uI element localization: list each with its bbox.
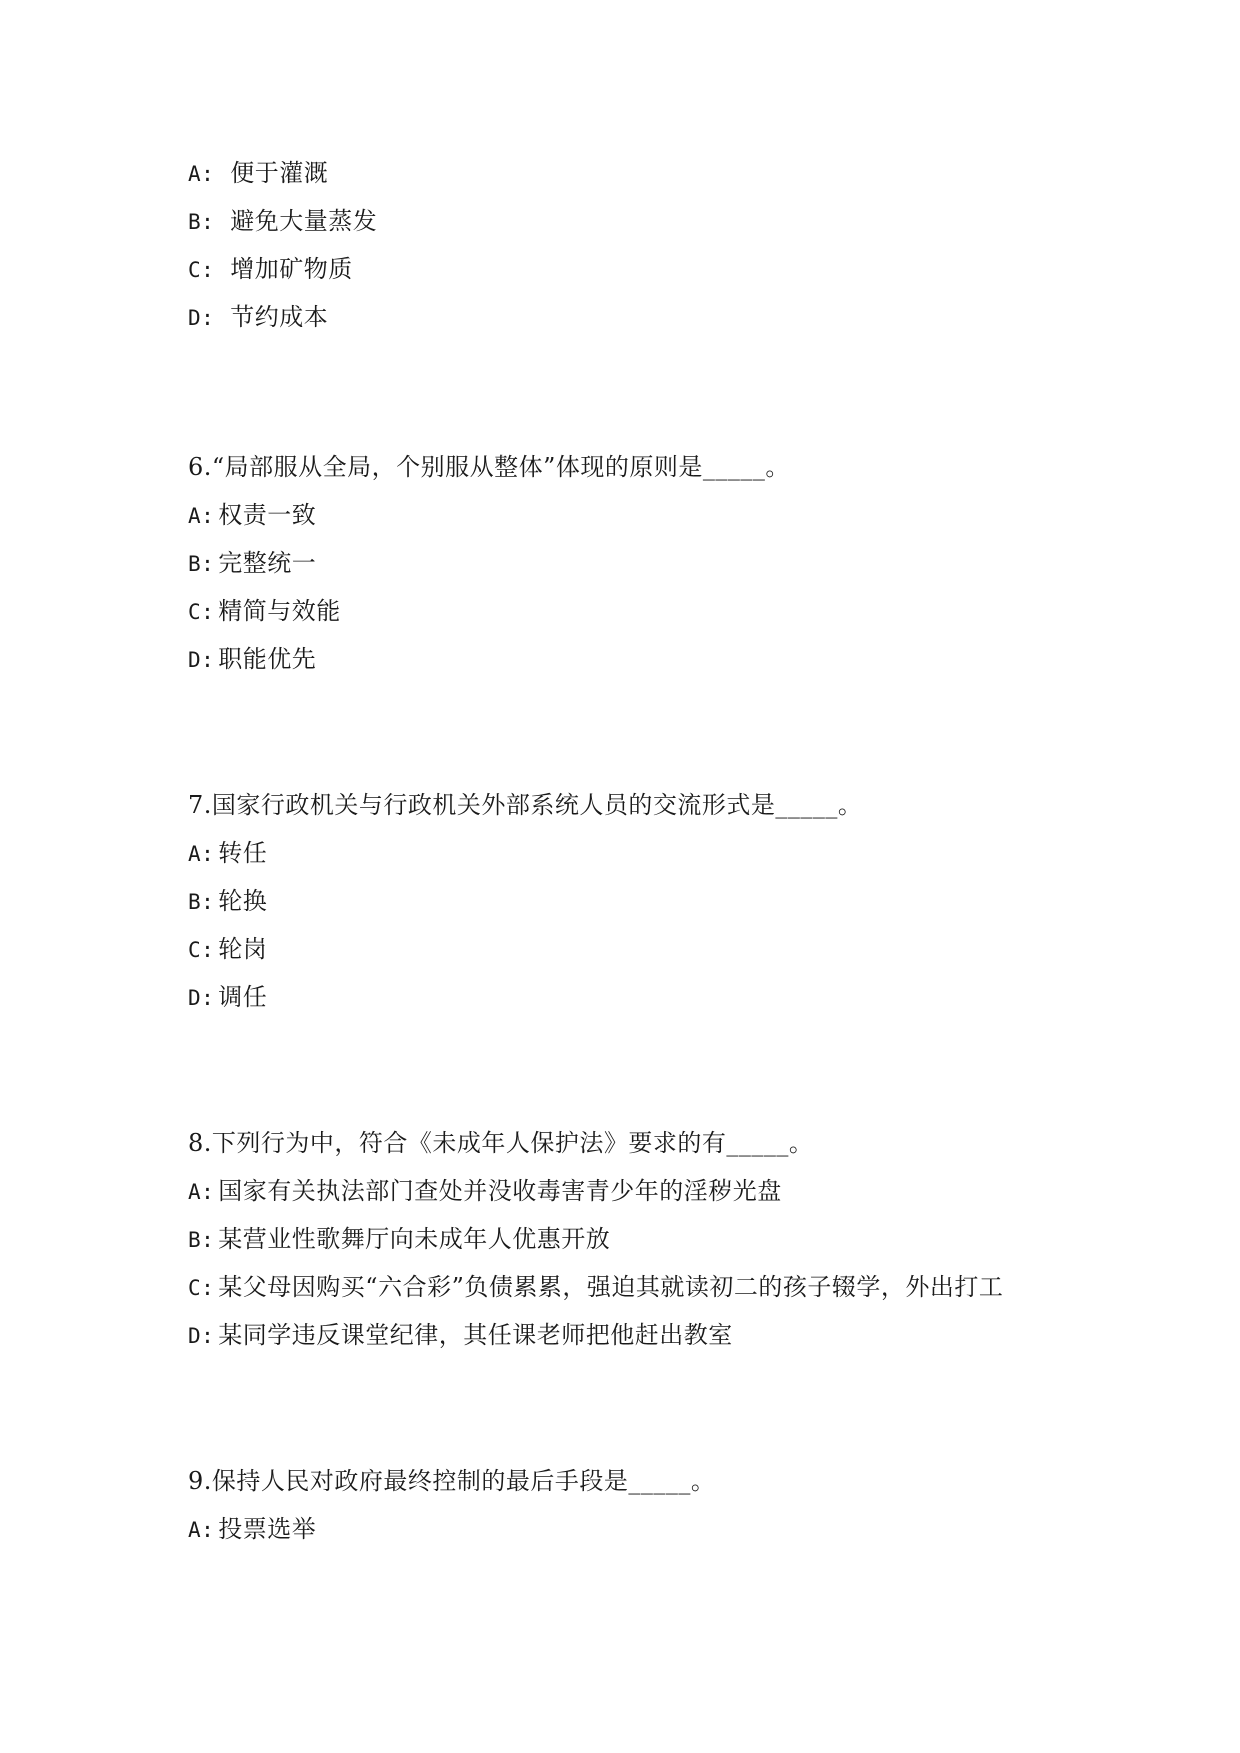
option-text: 调任 xyxy=(218,983,268,1011)
option-text: 某营业性歌舞厅向未成年人优惠开放 xyxy=(218,1225,611,1253)
question-8-option-a xyxy=(188,1176,782,1207)
question-6-option-a xyxy=(188,500,316,531)
option-text: 某父母因购买“六合彩”负债累累，强迫其就读初二的孩子辍学，外出打工 xyxy=(218,1273,1004,1301)
option-letter: D: xyxy=(188,986,215,1010)
question-7-option-c xyxy=(188,934,267,965)
option-text: 完整统一 xyxy=(218,549,317,577)
option-text: 国家有关执法部门查处并没收毒害青少年的淫秽光盘 xyxy=(218,1177,782,1205)
option-text: 权责一致 xyxy=(218,501,317,529)
option-letter: B: xyxy=(188,210,215,234)
option-letter: D: xyxy=(188,648,215,672)
question-6-option-d xyxy=(188,644,316,675)
option-letter: A: xyxy=(188,1518,215,1542)
option-text: 节约成本 xyxy=(230,303,329,331)
question-6-option-b xyxy=(188,548,316,579)
option-letter: D: xyxy=(188,1324,215,1348)
option-letter: D: xyxy=(188,306,215,330)
prev-option-b xyxy=(188,206,377,237)
option-text: 轮岗 xyxy=(218,935,268,963)
option-letter: B: xyxy=(188,552,215,576)
option-letter: B: xyxy=(188,1228,215,1252)
option-letter: A: xyxy=(188,1180,215,1204)
prev-option-c xyxy=(188,254,353,285)
question-8-option-d xyxy=(188,1320,733,1351)
option-letter: B: xyxy=(188,890,215,914)
question-8-option-b xyxy=(188,1224,610,1255)
question-9-stem: 9.保持人民对政府最终控制的最后手段是_____。 xyxy=(188,1467,716,1495)
question-9-option-a xyxy=(188,1514,316,1545)
question-8-option-c xyxy=(188,1272,1003,1303)
option-text: 增加矿物质 xyxy=(230,255,353,283)
option-letter: A: xyxy=(188,504,215,528)
prev-option-a xyxy=(188,158,328,189)
option-letter: C: xyxy=(188,600,215,624)
option-text: 转任 xyxy=(218,839,268,867)
question-8-stem: 8.下列行为中，符合《未成年人保护法》要求的有_____。 xyxy=(188,1129,814,1157)
option-text: 避免大量蒸发 xyxy=(230,207,378,235)
option-text: 投票选举 xyxy=(218,1515,317,1543)
question-7-option-a xyxy=(188,838,267,869)
option-text: 精简与效能 xyxy=(218,597,341,625)
question-6-stem: 6.“局部服从全局，个别服从整体”体现的原则是_____。 xyxy=(188,453,790,481)
option-letter: A: xyxy=(188,162,215,186)
option-letter: C: xyxy=(188,258,215,282)
question-7-option-b xyxy=(188,886,267,917)
option-letter: A: xyxy=(188,842,215,866)
question-6-option-c xyxy=(188,596,341,627)
option-text: 轮换 xyxy=(218,887,268,915)
option-letter: C: xyxy=(188,1276,215,1300)
option-letter: C: xyxy=(188,938,215,962)
question-7-option-d xyxy=(188,982,267,1013)
option-text: 便于灌溉 xyxy=(230,159,329,187)
option-text: 职能优先 xyxy=(218,645,317,673)
prev-option-d xyxy=(188,302,328,333)
option-text: 某同学违反课堂纪律，其任课老师把他赶出教室 xyxy=(218,1321,733,1349)
question-7-stem: 7.国家行政机关与行政机关外部系统人员的交流形式是_____。 xyxy=(188,791,863,819)
